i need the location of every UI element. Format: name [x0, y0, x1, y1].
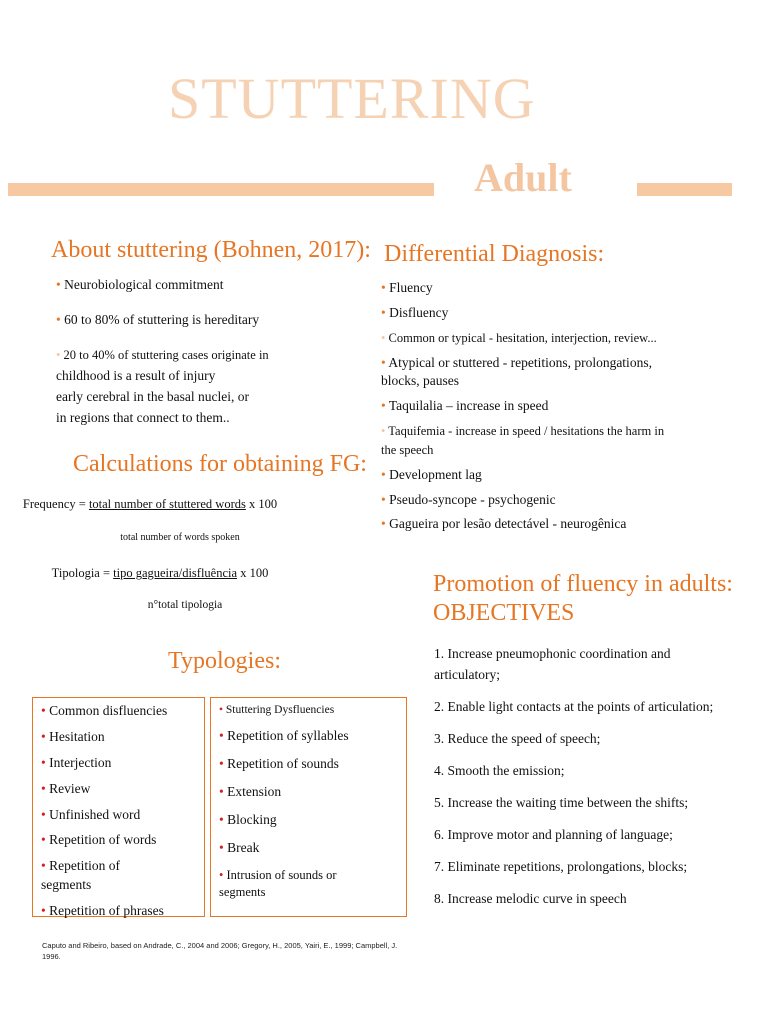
calculations-heading: Calculations for obtaining FG:: [73, 451, 367, 477]
bullet-icon: •: [41, 754, 46, 770]
differential-item: • Fluency: [381, 280, 433, 295]
differential-item: • Taquifemia - increase in speed / hesitations the harm in the speech: [381, 424, 665, 457]
bullet-icon: •: [381, 398, 386, 414]
bullet-icon: •: [381, 304, 386, 320]
about-item: • 60 to 80% of stuttering is hereditary: [56, 311, 260, 327]
bullet-icon: •: [219, 728, 224, 744]
typologies-right-box: [210, 697, 407, 917]
typology-item: • Review: [41, 780, 91, 796]
bullet-icon: •: [381, 466, 386, 482]
header-band-left: [8, 183, 434, 196]
typologies-left-box: [32, 697, 205, 917]
typology-item: • Repetition of segments: [41, 858, 120, 893]
bullet-icon: •: [41, 903, 46, 919]
typology-item: • Hesitation: [41, 728, 105, 744]
typology-item: • Blocking: [219, 811, 277, 827]
objective-item: 4. Smooth the emission;: [434, 763, 565, 778]
bullet-icon: •: [56, 277, 61, 292]
typology-item: • Repetition of words: [41, 832, 157, 848]
differential-list: [381, 279, 671, 542]
typology-item: • Repetition of sounds: [219, 755, 339, 771]
differential-item: • Disfluency: [381, 304, 449, 320]
typology-item: • Unfinished word: [41, 806, 141, 822]
bullet-icon: •: [41, 806, 46, 822]
bullet-icon: •: [381, 424, 386, 439]
differential-item: • Pseudo-syncope - psychogenic: [381, 491, 556, 507]
typology-item: • Repetition of phrases: [41, 903, 164, 919]
objective-item: 5. Increase the waiting time between the shifts;: [434, 795, 689, 810]
typology-item: • Intrusion of sounds or segments: [219, 867, 337, 900]
bullet-icon: •: [381, 354, 386, 370]
page-subtitle: Adult: [474, 155, 572, 200]
objective-item: 3. Reduce the speed of speech;: [434, 731, 601, 746]
objective-item: 2. Enable light contacts at the points of articulation;: [434, 699, 714, 714]
differential-heading: Differential Diagnosis:: [384, 241, 605, 267]
objective-item: 6. Improve motor and planning of language;: [434, 827, 673, 842]
bullet-icon: •: [219, 704, 224, 716]
typologies-heading: Typologies:: [168, 648, 281, 674]
bullet-icon: •: [41, 703, 46, 718]
differential-item: • Development lag: [381, 466, 482, 482]
about-continuation: childhood is a result of injury early cerebral in the basal nuclei, or in regions that connect to them..: [56, 367, 250, 425]
about-heading: About stuttering (Bohnen, 2017):: [51, 237, 371, 263]
about-item: • Neurobiological commitment: [56, 277, 224, 292]
objective-item: 7. Eliminate repetitions, prolongations, blocks;: [434, 859, 688, 874]
bullet-icon: •: [56, 347, 61, 362]
frequency-formula: Frequency = total number of stuttered words x 100: [22, 497, 278, 511]
bullet-icon: •: [219, 867, 224, 882]
bullet-icon: •: [381, 491, 386, 507]
objective-item: 8. Increase melodic curve in speech: [434, 891, 627, 906]
page-title: STUTTERING: [168, 66, 536, 131]
bullet-icon: •: [56, 311, 61, 327]
bullet-icon: •: [381, 280, 386, 295]
bullet-icon: •: [219, 811, 224, 827]
bullet-icon: •: [41, 832, 46, 848]
about-item: • 20 to 40% of stuttering cases originate in: [56, 347, 269, 362]
typology-formula: Tipologia = tipo gagueira/disfluência x 100: [51, 566, 269, 580]
differential-item: • Atypical or stuttered - repetitions, prolongations, blocks, pauses: [381, 354, 652, 389]
frequency-denominator: total number of words spoken: [120, 532, 240, 543]
typology-denominator: n°total tipologia: [147, 599, 223, 611]
about-list: [56, 276, 366, 428]
bullet-icon: •: [41, 780, 46, 796]
promotion-heading: Promotion of fluency in adults: OBJECTIVES: [433, 571, 733, 626]
bullet-icon: •: [41, 728, 46, 744]
differential-item: • Taquilalia – increase in speed: [381, 398, 549, 414]
bullet-icon: •: [381, 516, 386, 532]
citation: Caputo and Ribeiro, based on Andrade, C., 2004 and 2006; Gregory, H., 2005, Yairi, E., 1999; Campbell, J. 1996.: [42, 941, 398, 961]
objectives-list: [434, 643, 714, 920]
bullet-icon: •: [381, 330, 386, 345]
typology-item: • Extension: [219, 783, 282, 799]
objective-item: 1. Increase pneumophonic coordination and articulatory;: [434, 646, 671, 682]
bullet-icon: •: [219, 783, 224, 799]
bullet-icon: •: [41, 858, 46, 874]
bullet-icon: •: [219, 755, 224, 771]
differential-item: • Common or typical - hesitation, interjection, review...: [381, 330, 657, 345]
differential-item: • Gagueira por lesão detectável - neurogênica: [381, 516, 627, 532]
bullet-icon: •: [219, 839, 224, 855]
typology-item: • Interjection: [41, 754, 112, 770]
typology-item: • Repetition of syllables: [219, 728, 349, 744]
header-band-right: [637, 183, 732, 196]
typology-item: • Stuttering Dysfluencies: [219, 704, 335, 716]
typology-item: • Common disfluencies: [41, 703, 168, 718]
typology-item: • Break: [219, 839, 260, 855]
